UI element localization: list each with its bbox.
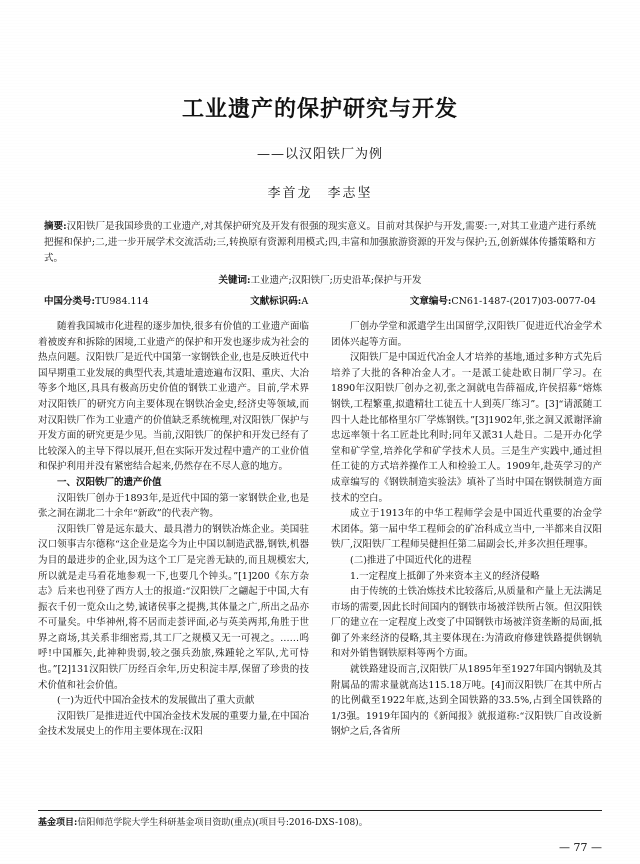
subsection-heading: (二)推进了中国近代化的进程 — [350, 554, 472, 566]
author-list: 李首龙 李志坚 — [267, 186, 373, 201]
funding-note-text: 信阳师范学院大学生科研基金项目资助(重点)(项目号:2016-DXS-108)。 — [77, 818, 368, 828]
article-id-value: CN61-1487-(2017)03-0077-04 — [451, 296, 596, 307]
paragraph: 厂创办学堂和派遣学生出国留学,汉阳铁厂促进近代冶金学术团体兴起等方面。 — [331, 321, 602, 348]
subsection-heading: (一)为近代中国冶金技术的发展做出了重大贡献 — [57, 695, 255, 707]
page-content — [38, 30, 602, 844]
clc-number — [44, 293, 149, 307]
paragraph: 就铁路建设而言,汉阳铁厂从1895年至1927年国内钢轨及其附属品的需求量就高达115.18万吨。[4]而汉阳铁厂在其中所占的比例截至1922年底,达到全国铁路的33.5%,占到全国铁路的1/3强。1919年国内的《新闻报》就报道称:“汉阳铁厂自改设新钢炉之后,各省所 — [331, 664, 602, 738]
article-id-label: 文章编号: — [409, 296, 452, 307]
funding-note — [38, 816, 602, 830]
keywords-block — [38, 273, 602, 289]
page-number: — 77 — — [559, 841, 602, 854]
paragraph: 随着我国城市化进程的逐步加快,很多有价值的工业遗产面临着被废弃和拆除的困境,工业遗产的保护和开发也逐步成为社会的热点问题。汉阳铁厂是近代中国第一家钢铁企业,也是反映近代中国早期重工业发展的典型代表,其遗址遗迹遍布汉阳、重庆、大冶等多个地区,具具有极高历史价值的钢铁工业遗产。目前,学术界对汉阳铁厂的研究方向主要体现在钢铁冶金史,经济史等领域,而对汉阳铁厂作为工业遗产的价值缺乏系统梳理,对汉阳铁厂保护与开发方面的研究更是少见。当前,汉阳铁厂的保护和开发已经有了比较深入的主导下得以展开,但在实际开发过程中遗产的工业价值和保护利用并没有紧密结合起来,仍然存在不尽人意的地方。 — [38, 321, 309, 473]
paragraph: 汉阳铁厂是推进近代中国冶金技术发展的重要力量,在中国冶金技术发展史上的作用主要体现在:汉阳 — [38, 710, 309, 738]
page-title: 工业遗产的保护研究与开发 — [181, 96, 458, 122]
left-column — [38, 319, 309, 740]
page-subtitle: ——以汉阳铁厂为例 — [256, 147, 383, 162]
abstract-block — [38, 219, 602, 267]
keywords-text: 工业遗产;汉阳铁厂;历史沿革;保护与开发 — [250, 275, 422, 286]
paragraph: 由于传统的土铁冶炼技术比较落后,从质量和产量上无法满足市场的需要,因此长时间国内的钢铁市场被洋铁所占领。但汉阳铁厂的建立在一定程度上改变了中国钢铁市场被洋资垄断的局面,抵御了外来经济的侵略,其主要体现在:为清政府修建铁路提供钢轨和对外销售钢铁原料等两个方面。 — [331, 586, 602, 660]
paragraph: 汉阳铁厂创办于1893年,是近代中国的第一家钢铁企业,也是张之洞在湖北二十余年“新政”的代表产物。 — [38, 492, 309, 520]
keywords-label: 关键词: — [218, 275, 251, 286]
document-code-label: 文献标识码: — [250, 296, 302, 307]
clc-label: 中国分类号: — [44, 296, 96, 307]
abstract-label: 摘要: — [44, 221, 67, 232]
page-footer — [38, 810, 602, 830]
right-column — [331, 319, 602, 740]
document-code — [250, 293, 308, 307]
abstract-text: 汉阳铁厂是我国珍贵的工业遗产,对其保护研究及开发有很强的现实意义。目前对其保护与开发,需要:一,对其工业遗产进行系统把握和保护;二,进一步开展学术交流活动;三,转换原有资源利用模式;四,丰富和加强旅游资源的开发与保护;五,创新媒体传播策略和方式。 — [44, 221, 596, 264]
footer-divider — [38, 810, 602, 811]
clc-value: TU984.114 — [95, 296, 149, 307]
metadata-row — [38, 293, 602, 307]
article-id — [410, 293, 596, 307]
subsection-heading: 1.一定程度上抵御了外来资本主义的经济侵略 — [350, 570, 540, 582]
paragraph: 汉阳铁厂曾是远东最大、最具潜力的钢铁冶炼企业。美国驻汉口领事吉尔德称“这企业是迄今为止中国以制造武器,钢铁,机器为目的最进步的企业,因为这个工厂是完善无缺的,而且规模宏大,所以就是走马看花地参观一下,也要几个钟头。”[1]200《东方杂志》后来也刊登了西方人士的报道:“汉阳铁厂之翩起于中国,大有振衣千仞一览众山之势,诚诸侯事之提携,其体量之广,所出之品亦不可量矣。中华神州,将不居而走荟评面,必与英美两邦,角胜于世界之商场,其关系非细密焉,其工厂之规模又无一可视之。……呜呼!中国雁矢,此神种贵弱,较之强兵劲旅,殊踵轮之军队,尤可恃也。”[2]131汉阳铁厂历经百余年,历史积淀丰厚,保留了珍贵的技术价值和社会价值。 — [38, 523, 309, 691]
document-code-value: A — [301, 296, 309, 307]
paragraph: 汉阳铁厂是中国近代冶金人才培养的基地,通过多种方式先后培养了大批的各种冶金人才。一是派工徒赴欧日制厂学习。在1890年汉阳铁厂创办之初,张之洞就电告薛福成,许侯招募“熔炼钢铁,工程繁重,拟遣精壮工徒五十人到英厂练习”。[3]“请派随工四十人赴比郁格里尔厂学炼钢铁。”[3]1902年,张之洞又派谢泽渝忠远率领十名工匠赴比利时;同年又派31人赴日。二是开办化学堂和矿学堂,培养化学和矿学技术人员。三是生产实践中,通过担任工徒的方式培养操作工人和检验工人。1909年,赴英学习的产成章编写的《钢铁制造实验法》填补了当时中国在钢铁制造方面技术的空白。 — [331, 352, 602, 504]
body-columns — [38, 319, 602, 740]
section-heading: 一、汉阳铁厂的遗产价值 — [57, 476, 162, 488]
funding-note-label: 基金项目: — [38, 818, 78, 828]
paragraph: 成立于1913年的中华工程师学会是中国近代重要的冶金学术团体。第一届中华工程师会的矿冶科成立当中,一半都来自汉阳铁厂,汉阳铁厂工程师吴健担任第二届副会长,并多次担任理事。 — [331, 508, 602, 551]
